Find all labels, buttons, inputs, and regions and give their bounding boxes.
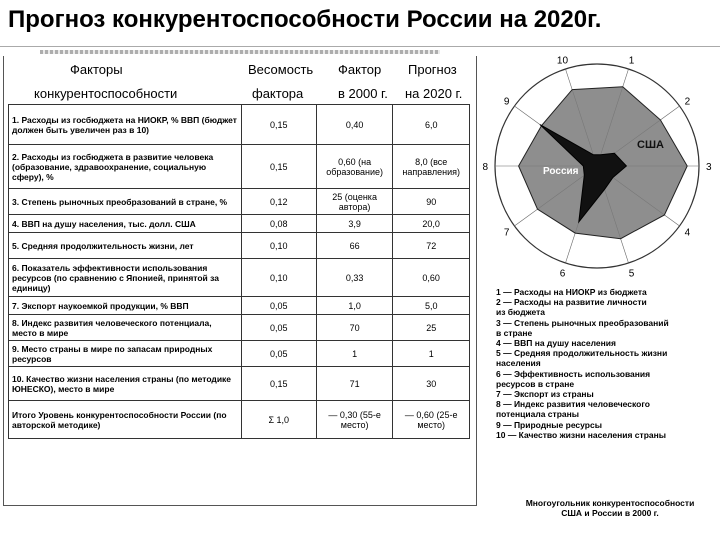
radar-axis-label: 4 — [684, 227, 691, 239]
weight-cell: 0,05 — [241, 297, 316, 315]
header-forecast: Прогноз — [408, 62, 457, 77]
factors-table — [8, 104, 470, 439]
forecast-2020-cell: 8,0 (все направления) — [393, 145, 470, 189]
table-row — [9, 297, 470, 315]
weight-cell: 0,05 — [241, 341, 316, 367]
factor-2000-cell: 70 — [316, 315, 393, 341]
header-weight-2: фактора — [252, 86, 304, 101]
legend-item: населения — [496, 358, 541, 369]
russia-label: Россия — [543, 166, 579, 177]
caption-line-1: Многоугольник конкурентоспособности — [525, 498, 695, 508]
factor-cell: 7. Экспорт наукоемкой продукции, % ВВП — [9, 297, 242, 315]
table-row — [9, 189, 470, 215]
factor-2000-cell: 25 (оценка автора) — [316, 189, 393, 215]
table-row — [9, 367, 470, 401]
header-forecast-2: на 2020 г. — [405, 86, 463, 101]
weight-cell: 0,12 — [241, 189, 316, 215]
scan-artifact — [40, 50, 440, 54]
legend-item: ресурсов в стране — [496, 378, 575, 389]
header-factors: Факторы — [70, 62, 123, 77]
legend-item: 5 — Средняя продолжительность жизни — [496, 348, 668, 359]
legend-item: 7 — Экспорт из страны — [496, 389, 594, 400]
table-row — [9, 315, 470, 341]
caption-line-2: США и России в 2000 г. — [561, 508, 659, 518]
legend-item: 4 — ВВП на душу населения — [496, 338, 616, 349]
table-row — [9, 215, 470, 233]
forecast-2020-cell: 6,0 — [393, 105, 470, 145]
factor-cell: 3. Степень рыночных преобразований в стране, % — [9, 189, 242, 215]
radar-axis-label: 1 — [628, 55, 635, 67]
legend-item: в стране — [496, 327, 533, 338]
weight-cell: Σ 1,0 — [241, 401, 316, 439]
factor-2000-cell: 0,60 (на образование) — [316, 145, 393, 189]
weight-cell: 0,05 — [241, 315, 316, 341]
weight-cell: 0,10 — [241, 233, 316, 259]
factor-cell: 9. Место страны в мире по запасам природных ресурсов — [9, 341, 242, 367]
header-factor2000-2: в 2000 г. — [338, 86, 388, 101]
factor-cell: 1. Расходы из госбюджета на НИОКР, % ВВП (бюджет должен быть увеличен раз в 10) — [9, 105, 242, 145]
forecast-2020-cell: 90 — [393, 189, 470, 215]
factor-2000-cell: 71 — [316, 367, 393, 401]
table-row — [9, 233, 470, 259]
legend-item: из бюджета — [496, 307, 546, 318]
factor-2000-cell: 3,9 — [316, 215, 393, 233]
forecast-2020-cell: 5,0 — [393, 297, 470, 315]
factor-2000-cell: 0,40 — [316, 105, 393, 145]
radar-chart — [478, 54, 716, 282]
legend-item: 6 — Эффективность использования — [496, 368, 651, 379]
legend-item: 3 — Степень рыночных преобразований — [496, 317, 669, 328]
legend-item: 1 — Расходы на НИОКР из бюджета — [496, 287, 647, 297]
page-title: Прогноз конкурентоспособности России на 2020г. — [8, 6, 602, 33]
radar-axis-label: 7 — [503, 227, 510, 239]
legend-item: потенциала страны — [496, 409, 580, 420]
legend-item: 9 — Природные ресурсы — [496, 419, 602, 430]
title-underline — [0, 46, 720, 47]
forecast-2020-cell: 1 — [393, 341, 470, 367]
usa-label: США — [637, 139, 664, 151]
forecast-2020-cell: 72 — [393, 233, 470, 259]
radar-axis-label: 10 — [556, 55, 569, 67]
radar-axis-label: 9 — [503, 96, 510, 108]
factor-cell: 8. Индекс развития человеческого потенциала, место в мире — [9, 315, 242, 341]
legend-item: 2 — Расходы на развитие личности — [496, 297, 647, 308]
factor-2000-cell: 66 — [316, 233, 393, 259]
forecast-2020-cell: 30 — [393, 367, 470, 401]
forecast-2020-cell: — 0,60 (25-е место) — [393, 401, 470, 439]
radar-axis-label: 8 — [482, 162, 489, 173]
factor-cell: 5. Средняя продолжительность жизни, лет — [9, 233, 242, 259]
weight-cell: 0,10 — [241, 259, 316, 297]
factor-2000-cell: 0,33 — [316, 259, 393, 297]
radar-legend — [496, 287, 716, 440]
header-factor2000: Фактор — [338, 62, 382, 77]
weight-cell: 0,15 — [241, 145, 316, 189]
factor-2000-cell: 1 — [316, 341, 393, 367]
table-row — [9, 145, 470, 189]
radar-axis-label: 5 — [628, 268, 635, 280]
radar-caption — [510, 498, 710, 518]
factor-2000-cell: — 0,30 (55-е место) — [316, 401, 393, 439]
factor-cell: 6. Показатель эффективности использования ресурсов (по сравнению с Японией, принятой за единицу) — [9, 259, 242, 297]
table-row — [9, 401, 470, 439]
weight-cell: 0,15 — [241, 367, 316, 401]
weight-cell: 0,08 — [241, 215, 316, 233]
header-factors-2: конкурентоспособности — [34, 86, 178, 101]
table-row — [9, 341, 470, 367]
factor-cell: 2. Расходы из госбюджета в развитие человека (образование, здравоохранение, социальную сферу), % — [9, 145, 242, 189]
forecast-2020-cell: 20,0 — [393, 215, 470, 233]
forecast-2020-cell: 25 — [393, 315, 470, 341]
table-row — [9, 259, 470, 297]
radar-axis-label: 3 — [705, 162, 712, 173]
table-row — [9, 105, 470, 145]
header-weight: Весомость — [248, 62, 314, 77]
factor-cell: Итого Уровень конкурентоспособности России (по авторской методике) — [9, 401, 242, 439]
factor-cell: 4. ВВП на душу населения, тыс. долл. США — [9, 215, 242, 233]
forecast-2020-cell: 0,60 — [393, 259, 470, 297]
radar-axis-label: 2 — [684, 96, 691, 108]
factor-cell: 10. Качество жизни населения страны (по методике ЮНЕСКО), место в мире — [9, 367, 242, 401]
legend-item: 10 — Качество жизни населения страны — [496, 429, 667, 440]
factor-2000-cell: 1,0 — [316, 297, 393, 315]
legend-item: 8 — Индекс развития человеческого — [496, 399, 650, 410]
weight-cell: 0,15 — [241, 105, 316, 145]
radar-axis-label: 6 — [559, 268, 566, 280]
